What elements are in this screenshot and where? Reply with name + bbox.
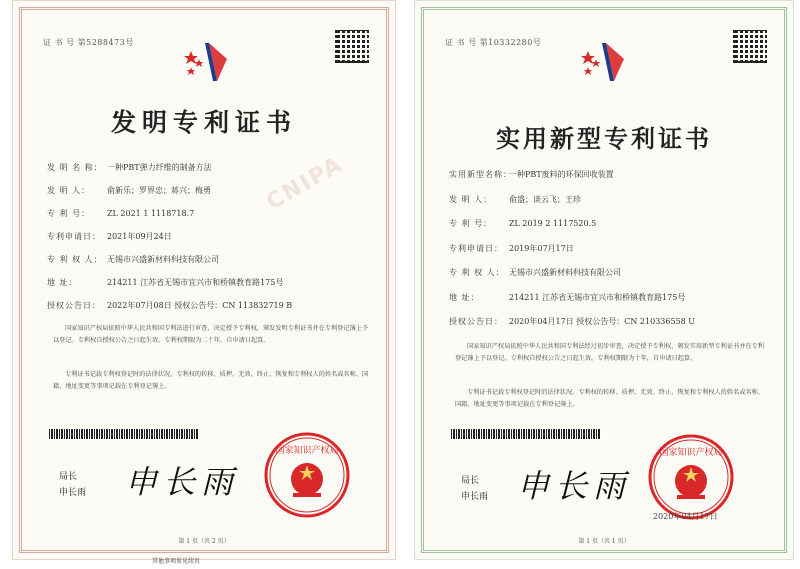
- watermark: CNIPA: [262, 151, 348, 216]
- director-title: 局长: [461, 476, 480, 486]
- barcode: [451, 429, 601, 439]
- director-title: 局长: [59, 472, 78, 482]
- patent-fields: [47, 156, 371, 317]
- cnipa-logo-icon: [580, 37, 628, 85]
- field-row: 专 利 权 人： 无锡市兴盛新材料科技有限公司: [47, 255, 219, 264]
- field-row: 实用新型名称： 一种PBT废料的环保回收装置: [449, 170, 614, 179]
- seal-text: 国家知识产权局: [275, 446, 339, 456]
- field-row: 专 利 权 人： 无锡市兴盛新材料科技有限公司: [449, 268, 621, 277]
- barcode: [49, 429, 199, 439]
- certificate-title: 发明专利证书: [110, 108, 297, 137]
- field-row: 发 明 人： 俞新乐；罗界忠；蒋兴；梅勇: [47, 186, 211, 195]
- grant-paragraph: 国家知识产权局依照中华人民共和国专利法经过初步审查，决定授予专利权，颁发实用新型专利证书并在专利登记簿上予以登记。专利权自授权公告之日起生效。专利权期限为十年，自申请日起算。: [455, 343, 764, 362]
- utility-model-patent-certificate: [414, 0, 794, 560]
- field-row: 地 址： 214211 江苏省无锡市宜兴市和桥镇教育路175号: [449, 292, 686, 302]
- field-row: 专利申请日： 2021年09月24日: [47, 232, 172, 241]
- certificate-number: 证 书 号 第5288473号: [43, 38, 134, 47]
- certificate-title: 实用新型专利证书: [496, 124, 712, 153]
- field-row: 发 明 名 称： 一种PBT弹力纤维的制备方法: [47, 163, 212, 172]
- cnipa-logo-icon: [183, 37, 231, 85]
- issue-date-stamp: 2020年04月17日: [653, 512, 718, 521]
- grant-paragraph: 国家知识产权局依照中华人民共和国专利法进行审查，决定授予专利权，颁发发明专利证书并在专利登记簿上予以登记。专利权自授权公告之日起生效。专利权期限为二十年，自申请日起算。: [53, 325, 369, 344]
- field-row: 专 利 号： ZL 2019 2 1117520.5: [449, 219, 597, 228]
- patent-fields: [449, 163, 769, 335]
- legal-status-paragraph: 专利证书记载专利权登记时的法律状况。专利权的转移、质押、无效、终止、恢复和专利权人的姓名或名称、国籍、地址变更等事项记载在专利登记簿上。: [53, 371, 369, 390]
- page-number: 第 1 页（共 2 页）: [178, 538, 230, 545]
- field-row: 专利申请日： 2019年07月17日: [449, 243, 574, 253]
- field-row: 授权公告日： 2022年07月08日 授权公告号：CN 113832719 B: [47, 301, 293, 310]
- certificate-number: 证 书 号 第10332280号: [445, 38, 542, 47]
- qr-code-icon: [733, 29, 767, 63]
- field-row: 发 明 人： 俞盛；谈云飞；王珍: [449, 194, 581, 204]
- field-row: 授权公告日： 2020年04月17日 授权公告号：CN 210336558 U: [449, 317, 696, 326]
- qr-code-icon: [335, 29, 369, 63]
- signature: 申长雨: [125, 463, 240, 501]
- field-row: 专 利 号： ZL 2021 1 1118718.7: [47, 209, 195, 218]
- page-number: 第 1 页（共 1 页）: [578, 538, 630, 545]
- legal-status-paragraph: 专利证书记载专利权登记时的法律状况。专利权的转移、质押、无效、终止、恢复和专利权人的姓名或名称、国籍、地址变更等事项记载在专利登记簿上。: [455, 389, 764, 408]
- director-name: 申长雨: [461, 492, 489, 502]
- signature: 申长雨: [517, 467, 632, 505]
- field-row: 地 址： 214211 江苏省无锡市宜兴市和桥镇教育路175号: [47, 278, 284, 287]
- continuation-note: 其他事项参见续页: [152, 558, 201, 565]
- seal-text: 国家知识产权局: [659, 448, 723, 458]
- official-seal-icon: [647, 433, 735, 521]
- invention-patent-certificate: [12, 0, 396, 560]
- director-name: 申长雨: [59, 488, 87, 498]
- official-seal-icon: [263, 431, 351, 519]
